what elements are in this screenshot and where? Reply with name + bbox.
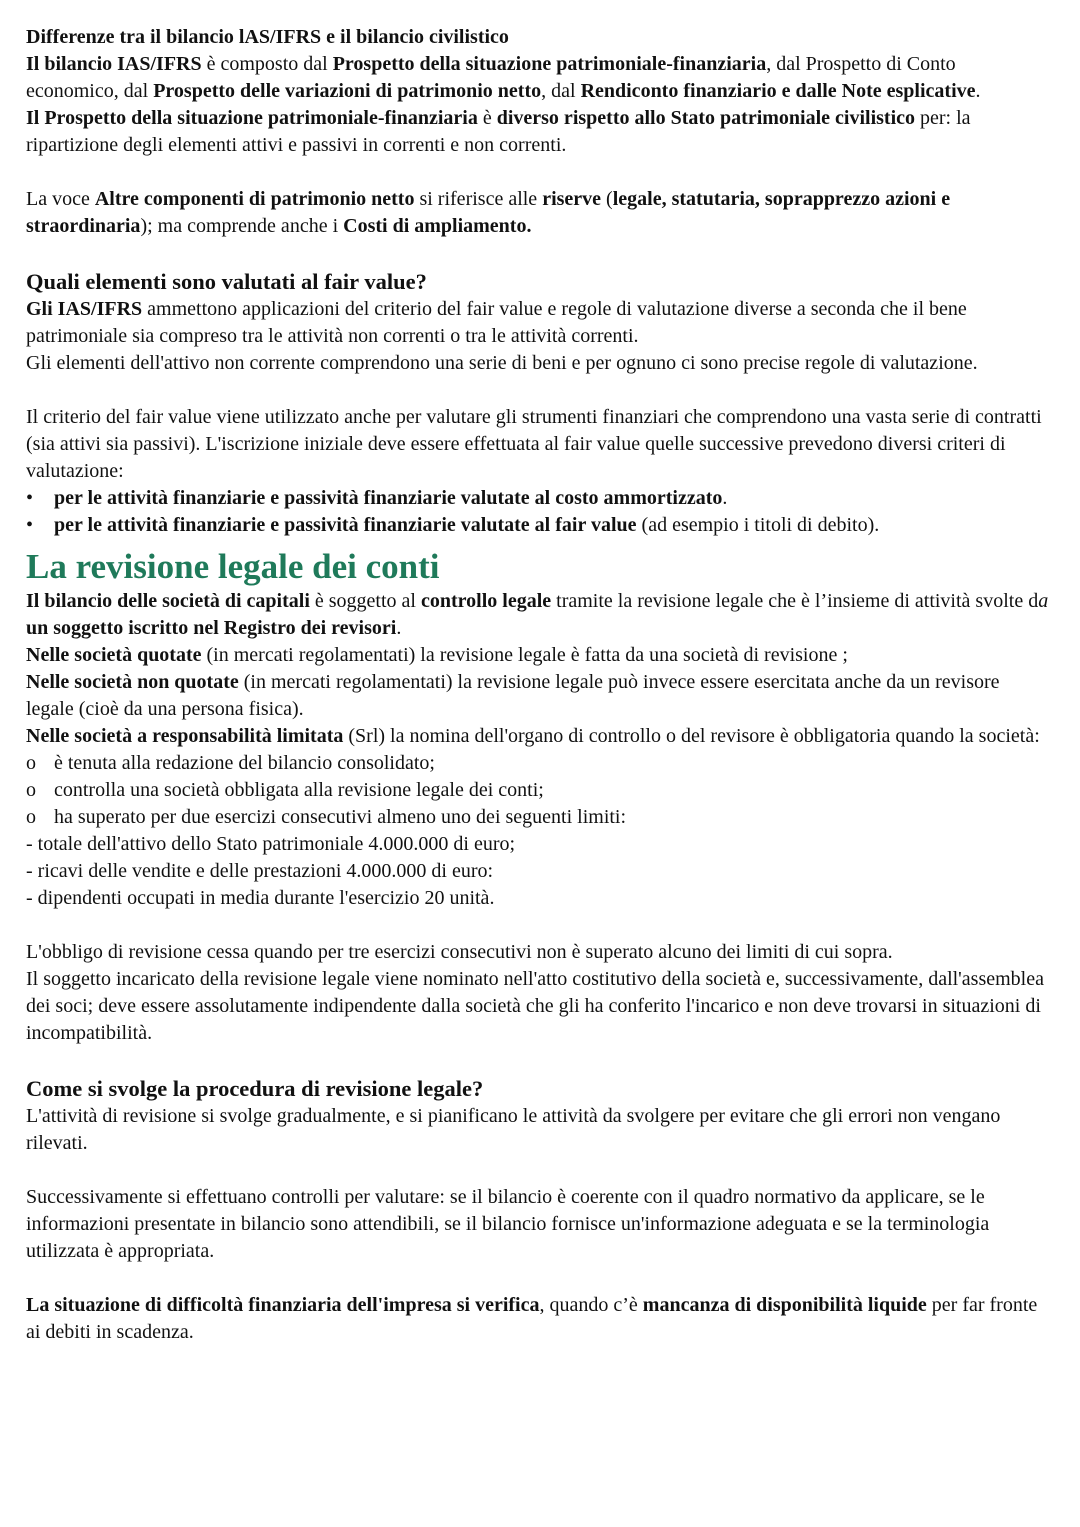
list-item: - ricavi delle vendite e delle prestazioni 4.000.000 di euro: bbox=[26, 860, 494, 882]
section-title-procedura: Come si svolge la procedura di revisione legale? bbox=[26, 1076, 484, 1101]
list-item: o è tenuta alla redazione del bilancio consolidato; bbox=[26, 750, 1050, 777]
paragraph: Il bilancio IAS/IFRS è composto dal Prospetto della situazione patrimoniale-finanziaria, dal Prospetto di Conto economico, dal Prospetto delle variazioni di patrimonio netto, dal Rendiconto finanziario e dalle Note esplicative. bbox=[26, 53, 981, 102]
paragraph: La situazione di difficoltà finanziaria dell'impresa si verifica, quando c’è mancanza di disponibilità liquide per far fronte ai debiti in scadenza. bbox=[26, 1294, 1038, 1343]
list-item: • per le attività finanziarie e passività finanziarie valutate al costo ammortizzato. bbox=[26, 485, 1050, 512]
paragraph: Successivamente si effettuano controlli per valutare: se il bilancio è coerente con il quadro normativo da applicare, se le informazioni presentate in bilancio sono attendibili, se il bilancio fornisce un'informazione adeguata e se la terminologia utilizzata è appropriata. bbox=[26, 1186, 990, 1262]
paragraph: Il Prospetto della situazione patrimoniale-finanziaria è diverso rispetto allo Stato patrimoniale civilistico per: la ripartizione degli elementi attivi e passivi in correnti e non correnti. bbox=[26, 107, 971, 156]
bullet-icon: • bbox=[26, 487, 34, 509]
section-title-revisione: La revisione legale dei conti bbox=[26, 547, 440, 586]
paragraph: Gli IAS/IFRS ammettono applicazioni del criterio del fair value e regole di valutazione diverse a seconda che il bene patrimoniale sia compreso tra le attività non correnti o tra le attività correnti. bbox=[26, 298, 967, 347]
list-item: o controlla una società obbligata alla revisione legale dei conti; bbox=[26, 777, 1050, 804]
circle-bullet-icon: o bbox=[26, 806, 36, 828]
paragraph: L'obbligo di revisione cessa quando per tre esercizi consecutivi non è superato alcuno dei limiti di cui sopra. bbox=[26, 941, 893, 963]
circle-bullet-icon: o bbox=[26, 779, 36, 801]
paragraph: Nelle società a responsabilità limitata (Srl) la nomina dell'organo di controllo o del revisore è obbligatoria quando la società: bbox=[26, 725, 1040, 747]
list-item: - totale dell'attivo dello Stato patrimoniale 4.000.000 di euro; bbox=[26, 833, 516, 855]
paragraph: Nelle società non quotate (in mercati regolamentati) la revisione legale può invece essere esercitata anche da un revisore legale (cioè da una persona fisica). bbox=[26, 671, 1000, 720]
paragraph: Nelle società quotate (in mercati regolamentati) la revisione legale è fatta da una società di revisione ; bbox=[26, 644, 848, 666]
paragraph: Il bilancio delle società di capitali è soggetto al controllo legale tramite la revisione legale che è l’insieme di attività svolte da un soggetto iscritto nel Registro dei revisori. bbox=[26, 590, 1049, 639]
list-item: • per le attività finanziarie e passività finanziarie valutate al fair value (ad esempio i titoli di debito). bbox=[26, 512, 1050, 539]
section-title-fair-value: Quali elementi sono valutati al fair value? bbox=[26, 269, 427, 294]
paragraph: Gli elementi dell'attivo non corrente comprendono una serie di beni e per ognuno ci sono precise regole di valutazione. bbox=[26, 352, 978, 374]
paragraph: Il soggetto incaricato della revisione legale viene nominato nell'atto costitutivo della società e, successivamente, dall'assemblea dei soci; deve essere assolutamente indipendente dalla società che gli ha conferito l'incarico e non deve trovarsi in situazioni di incompatibilità. bbox=[26, 968, 1044, 1044]
paragraph: La voce Altre componenti di patrimonio netto si riferisce alle riserve (legale, statutaria, soprapprezzo azioni e straordinaria); ma comprende anche i Costi di ampliamento. bbox=[26, 188, 951, 237]
list-item: o ha superato per due esercizi consecutivi almeno uno dei seguenti limiti: bbox=[26, 804, 1050, 831]
bullet-icon: • bbox=[26, 514, 34, 536]
circle-bullet-icon: o bbox=[26, 752, 36, 774]
list-item: - dipendenti occupati in media durante l'esercizio 20 unità. bbox=[26, 887, 495, 909]
paragraph: L'attività di revisione si svolge gradualmente, e si pianificano le attività da svolgere per evitare che gli errori non vengano rilevati. bbox=[26, 1105, 1001, 1154]
paragraph: Il criterio del fair value viene utilizzato anche per valutare gli strumenti finanziari che comprendono una vasta serie di contratti (sia attivi sia passivi). L'iscrizione iniziale deve essere effettuata al fair value quelle successive prevedono diversi criteri di valutazione: bbox=[26, 406, 1042, 482]
section-title-ias-ifrs: Differenze tra il bilancio lAS/IFRS e il bilancio civilistico bbox=[26, 26, 509, 48]
